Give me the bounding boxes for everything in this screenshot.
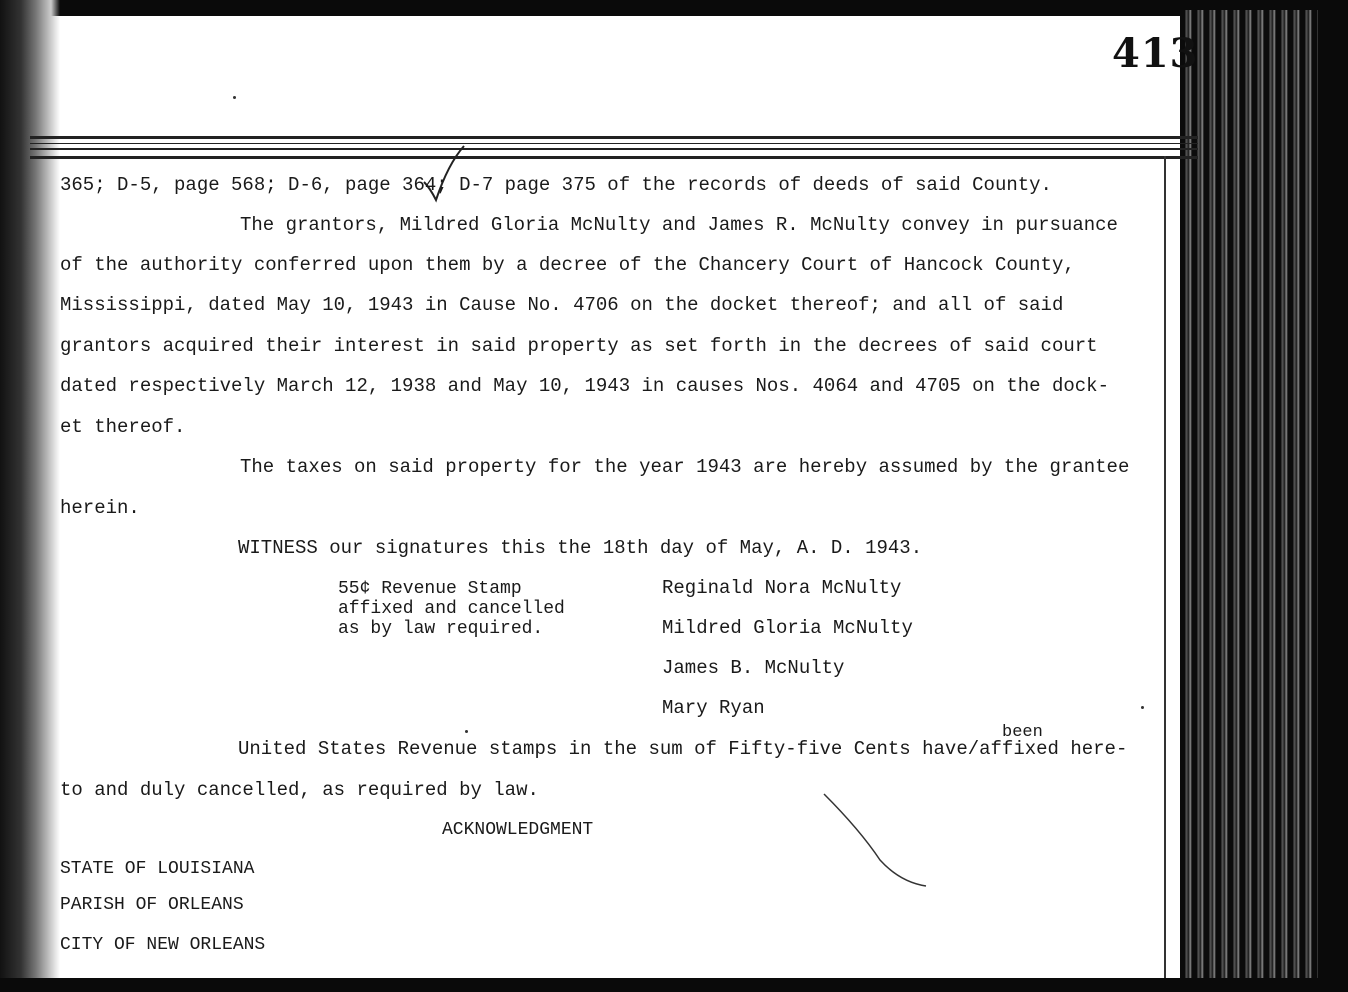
inserted-word: been <box>1002 723 1043 742</box>
page-top-area <box>50 14 1198 144</box>
body-line: dated respectively March 12, 1938 and May 10, 1943 in causes Nos. 4064 and 4705 on the dock- <box>60 375 1109 397</box>
signature-line: Reginald Nora McNulty <box>662 577 902 599</box>
signature-line: Mildred Gloria McNulty <box>662 617 913 639</box>
signature-line: James B. McNulty <box>662 657 845 679</box>
scan-bottom-edge <box>0 978 1348 992</box>
body-line: et thereof. <box>60 416 186 438</box>
body-line: The taxes on said property for the year 1943 are hereby assumed by the grantee <box>240 456 1130 478</box>
speck <box>465 730 468 733</box>
revenue-line: United States Revenue stamps in the sum of Fifty-five Cents have/affixed here- <box>238 738 1128 760</box>
body-line: of the authority conferred upon them by a decree of the Chancery Court of Hancock County, <box>60 254 1075 276</box>
witness-line: WITNESS our signatures this the 18th day of May, A. D. 1943. <box>238 537 923 559</box>
header-rule <box>30 156 1198 159</box>
venue-line: STATE OF LOUISIANA <box>60 859 255 879</box>
body-line: Mississippi, dated May 10, 1943 in Cause No. 4706 on the docket thereof; and all of said <box>60 294 1064 316</box>
page-number: 413 <box>1112 30 1199 77</box>
revenue-line: to and duly cancelled, as required by law. <box>60 779 539 801</box>
header-rule <box>30 136 1198 139</box>
body-line: The grantors, Mildred Gloria McNulty and James R. McNulty convey in pursuance <box>240 214 1118 236</box>
body-line: grantors acquired their interest in said property as set forth in the decrees of said court <box>60 335 1098 357</box>
speck <box>233 96 236 99</box>
stamp-note-line: 55¢ Revenue Stamp <box>338 579 522 599</box>
venue-line: CITY OF NEW ORLEANS <box>60 935 266 955</box>
pen-stroke-mark <box>820 790 940 890</box>
stamp-note-line: affixed and cancelled <box>338 599 565 619</box>
stamp-note-line: as by law required. <box>338 619 544 639</box>
header-rule <box>30 143 1198 144</box>
speck <box>1141 706 1144 709</box>
scan-top-edge <box>0 0 1348 16</box>
acknowledgment-heading: ACKNOWLEDGMENT <box>442 820 594 840</box>
header-rule <box>30 148 1198 150</box>
body-line: 365; D-5, page 568; D-6, page 364; D-7 page 375 of the records of deeds of said County. <box>60 174 1052 196</box>
body-line: herein. <box>60 497 140 519</box>
venue-line: PARISH OF ORLEANS <box>60 895 244 915</box>
scan-right-edge <box>1318 0 1348 992</box>
right-margin-line <box>1164 156 1166 978</box>
signature-line: Mary Ryan <box>662 697 765 719</box>
